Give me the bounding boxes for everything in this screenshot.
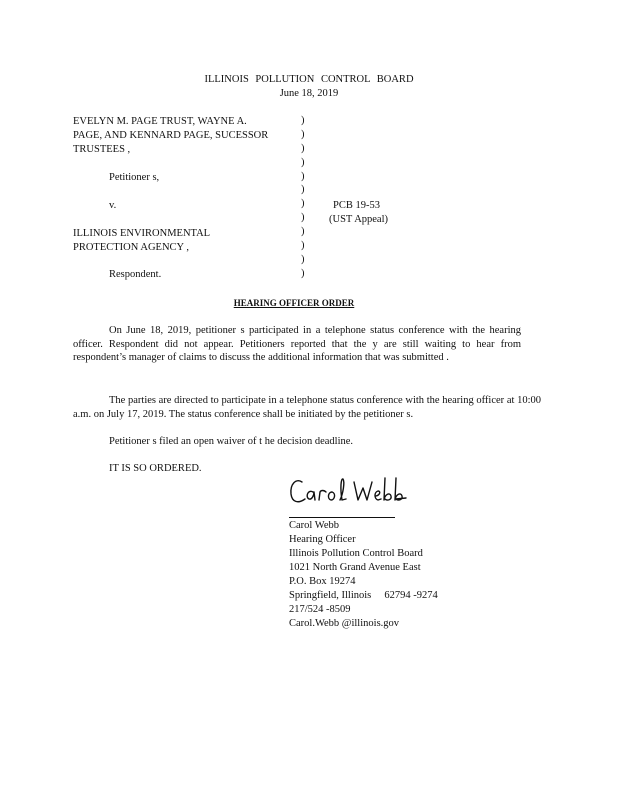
order-date: June 18, 2019 <box>279 88 339 99</box>
signer-name: Carol Webb <box>289 520 339 531</box>
paragraph-status-conference: On June 18, 2019, petitioner s participated in a telephone status conference with the hearing officer. Respondent did not appear. Petitioners reported that the y are still waiting to hear from respondent’s manager of claims to discuss the additional information that was submitted . <box>73 325 521 364</box>
signer-email[interactable]: Carol.Webb @illinois.gov <box>289 618 400 629</box>
signer-po-box: P.O. Box 19274 <box>289 576 356 587</box>
signature-line <box>289 517 395 518</box>
agency-name: ILLINOIS POLLUTION CONTROL BOARD <box>204 74 414 85</box>
signer-street-address: 1021 North Grand Avenue East <box>289 562 421 573</box>
caption-bracket: ) ) ) ) ) ) ) ) ) ) ) ) <box>301 115 305 279</box>
respondent-label: Respondent. <box>109 269 162 280</box>
respondent-name-line-1: ILLINOIS ENVIRONMENTAL <box>73 228 211 239</box>
petitioner-name-line-1: EVELYN M. PAGE TRUST, WAYNE A. <box>73 116 247 127</box>
versus: v. <box>109 200 117 211</box>
paragraph-directive: The parties are directed to participate in a telephone status conference with the hearing officer at 10:00 a.m. on July 17, 2019. The status conference shall be initiated by the petitioner s. <box>73 395 541 420</box>
petitioner-name-line-3: TRUSTEES , <box>73 144 131 155</box>
respondent-name-line-2: PROTECTION AGENCY , <box>73 242 189 253</box>
so-ordered: IT IS SO ORDERED. <box>109 463 202 474</box>
paragraph-waiver: Petitioner s filed an open waiver of t he decision deadline. <box>109 436 354 447</box>
order-title: HEARING OFFICER ORDER <box>233 298 355 308</box>
agency-heading <box>0 73 618 87</box>
case-number: PCB 19-53 <box>333 200 380 211</box>
signer-organization: Illinois Pollution Control Board <box>289 548 423 559</box>
petitioner-label: Petitioner s, <box>109 172 160 183</box>
signer-city: Springfield, Illinois 62794 -9274 <box>289 590 438 601</box>
case-type: (UST Appeal) <box>329 214 389 225</box>
signer-phone: 217/524 -8509 <box>289 604 351 615</box>
signer-title: Hearing Officer <box>289 534 356 545</box>
petitioner-name-line-2: PAGE, AND KENNARD PAGE, SUCESSOR <box>73 130 269 141</box>
handwritten-signature <box>288 474 418 510</box>
